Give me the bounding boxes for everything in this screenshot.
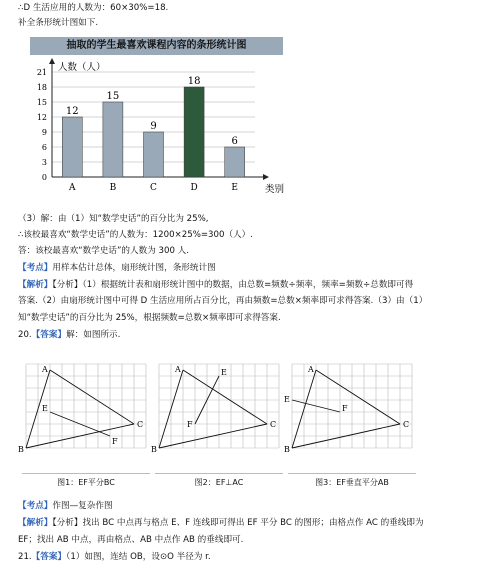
daan-text: 解：如图所示. bbox=[66, 330, 121, 340]
bar-value-label: 12 bbox=[65, 106, 79, 117]
point-label-C: C bbox=[270, 420, 277, 429]
figure-2-caption: 图2：EF⊥AC bbox=[155, 473, 283, 488]
point-label-B: B bbox=[18, 445, 24, 454]
text-line-3: （3）解：由（1）知“数学史话”的百分比为 25%, bbox=[18, 214, 209, 224]
bar-value-label: 6 bbox=[231, 136, 238, 147]
bar-value-label: 15 bbox=[106, 91, 120, 102]
bar-chart bbox=[30, 37, 285, 195]
text-line-2: 补全条形统计图如下. bbox=[18, 18, 99, 28]
tag-jiexi-2: 【解析】 bbox=[18, 518, 53, 528]
y-tick-label: 21 bbox=[36, 68, 47, 77]
y-axis-arrow bbox=[49, 58, 55, 64]
point-label-E: E bbox=[221, 368, 227, 377]
point-label-A: A bbox=[42, 365, 48, 374]
category-label: E bbox=[231, 183, 238, 193]
bar-value-label: 9 bbox=[150, 121, 157, 132]
point-label-B: B bbox=[284, 445, 290, 454]
segment-AC bbox=[183, 370, 267, 424]
bar-C bbox=[144, 132, 164, 177]
y-tick-label: 6 bbox=[41, 143, 47, 152]
y-axis-label: 人数（人） bbox=[58, 62, 106, 73]
bar-B bbox=[103, 102, 123, 177]
tag-kaodian: 【考点】 bbox=[18, 263, 53, 273]
text-line-8: 答案.（2）由扇形统计图中可得 D 生活应用所占百分比，再由频数=总数×频率即可求得答案.（3）由（1） bbox=[18, 296, 428, 306]
jiexi-text: 【分析】（1）根据统计表和扇形统计图中的数据，由总数=频数÷频率，频率=频数÷总数即可得 bbox=[52, 280, 414, 290]
figure-3-svg bbox=[284, 360, 416, 472]
bar-value-label: 18 bbox=[187, 76, 201, 87]
text-line-13: EF；找出 AB 中点，再由格点、AB 中点作 AB 的垂线即可. bbox=[18, 535, 244, 545]
bar-E bbox=[225, 147, 245, 177]
point-label-F: F bbox=[342, 404, 348, 413]
figure-1-caption: 图1：EF平分BC bbox=[22, 473, 150, 488]
point-label-C: C bbox=[137, 420, 144, 429]
figure-2-svg bbox=[151, 360, 283, 472]
jiexi-text-2: 【分析】找出 BC 中点再与格点 E、F 连线即可得出 EF 平分 BC 的图形；由格点作 AC 的垂线即为 bbox=[52, 518, 424, 528]
figure-2 bbox=[151, 360, 283, 488]
daan-text-2: （1）如图，连结 OB，设⊙O 半径为 r. bbox=[66, 552, 211, 562]
y-tick-label: 9 bbox=[41, 128, 47, 137]
kaodian-text-2: 作图—复杂作图 bbox=[52, 501, 113, 511]
figure-3-caption: 图3：EF垂直平分AB bbox=[288, 473, 416, 488]
question-number-21: 21. bbox=[18, 552, 32, 562]
chart-svg bbox=[30, 37, 285, 195]
point-label-E: E bbox=[42, 404, 48, 413]
tag-daan-2: 【答案】 bbox=[31, 552, 67, 562]
x-axis-arrow bbox=[263, 174, 269, 180]
text-line-6 bbox=[18, 262, 216, 274]
point-label-E: E bbox=[284, 395, 290, 404]
figure-1 bbox=[18, 360, 150, 488]
y-tick-label: 3 bbox=[41, 158, 47, 167]
category-label: D bbox=[190, 183, 198, 193]
x-axis-label: 类别 bbox=[265, 184, 285, 195]
bar-D bbox=[184, 87, 204, 177]
tag-daan: 【答案】 bbox=[31, 330, 67, 340]
point-label-B: B bbox=[151, 445, 157, 454]
text-line-7 bbox=[18, 279, 413, 291]
tag-kaodian-2: 【考点】 bbox=[18, 501, 53, 511]
text-line-9: 知“数学史话”的百分比为 25%，根据频数=总数×频率即可求得答案. bbox=[18, 313, 281, 323]
y-tick-label: 15 bbox=[36, 98, 47, 107]
text-line-12 bbox=[18, 517, 424, 529]
text-line-1: ∴D 生活应用的人数为：60×30%=18. bbox=[18, 3, 169, 13]
text-line-5: 答：该校最喜欢“数学史话”的人数为 300 人. bbox=[18, 246, 190, 256]
figure-1-svg bbox=[18, 360, 150, 472]
figure-3 bbox=[284, 360, 416, 488]
segment-AC bbox=[50, 370, 134, 424]
text-line-10 bbox=[18, 329, 120, 341]
point-label-A: A bbox=[308, 365, 314, 374]
category-label: C bbox=[150, 183, 157, 193]
text-line-11 bbox=[18, 500, 113, 512]
point-label-C: C bbox=[403, 420, 410, 429]
point-label-A: A bbox=[175, 365, 181, 374]
text-line-4: ∴该校最喜欢“数学史话”的人数为：1200×25%=300（人）. bbox=[18, 230, 253, 240]
category-label: A bbox=[69, 183, 76, 193]
point-label-F: F bbox=[187, 420, 193, 429]
y-tick-label: 0 bbox=[41, 173, 47, 182]
segment-AC bbox=[316, 370, 400, 424]
question-number-20: 20. bbox=[18, 330, 32, 340]
kaodian-text: 用样本估计总体，扇形统计图，条形统计图 bbox=[52, 263, 216, 273]
point-label-F: F bbox=[112, 437, 118, 446]
bar-A bbox=[62, 117, 82, 177]
y-tick-label: 12 bbox=[36, 113, 47, 122]
text-line-14 bbox=[18, 551, 211, 563]
y-tick-label: 18 bbox=[36, 83, 47, 92]
tag-jiexi: 【解析】 bbox=[18, 280, 53, 290]
category-label: B bbox=[109, 183, 117, 193]
chart-title: 抽取的学生最喜欢课程内容的条形统计图 bbox=[66, 40, 247, 51]
